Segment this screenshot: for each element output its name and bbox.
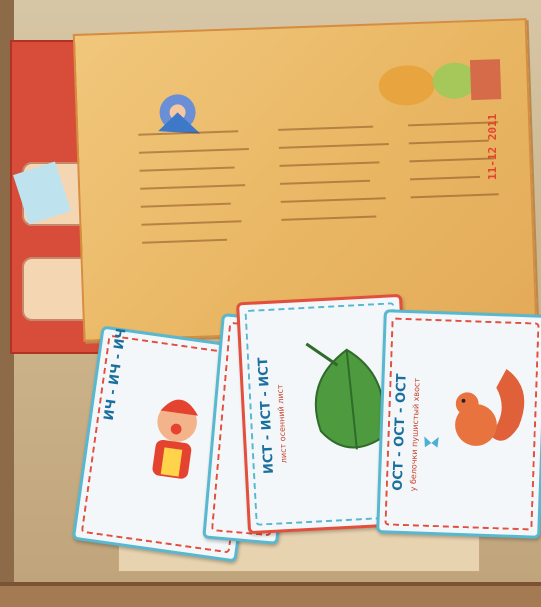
butterfly-icon (422, 434, 441, 453)
date-stamp: 11-12 2011 (486, 113, 499, 180)
text-line (140, 166, 235, 171)
text-line (409, 157, 494, 162)
text-line (141, 203, 231, 208)
text-line (279, 143, 389, 149)
text-line (142, 239, 227, 244)
text-line (408, 121, 498, 126)
orange-booklet (73, 18, 537, 342)
text-line (411, 193, 499, 198)
card-squirrel-syllables: ОСТ - ОСТ - ОСТ (390, 373, 410, 492)
card-clown-syllables: ИЧ - ИЧ - ИЧ (101, 327, 130, 422)
text-line (281, 197, 386, 203)
text-line (279, 161, 379, 166)
card-leaf-caption: лист осенний лист (275, 384, 289, 464)
text-line (280, 180, 370, 185)
text-line (139, 148, 249, 154)
text-line (278, 126, 373, 131)
card-leaf-syllables: ИСТ - ИСТ - ИСТ (255, 356, 278, 475)
card-squirrel-caption: у белочки пушистый хвост (408, 377, 422, 492)
text-line (140, 184, 245, 190)
card-squirrel[interactable] (376, 309, 541, 539)
text-line (410, 176, 480, 180)
frame-bottom (0, 582, 541, 607)
text-line (409, 140, 489, 145)
text-line (141, 220, 241, 225)
text-line (281, 216, 376, 221)
squirrel-icon (436, 354, 535, 477)
